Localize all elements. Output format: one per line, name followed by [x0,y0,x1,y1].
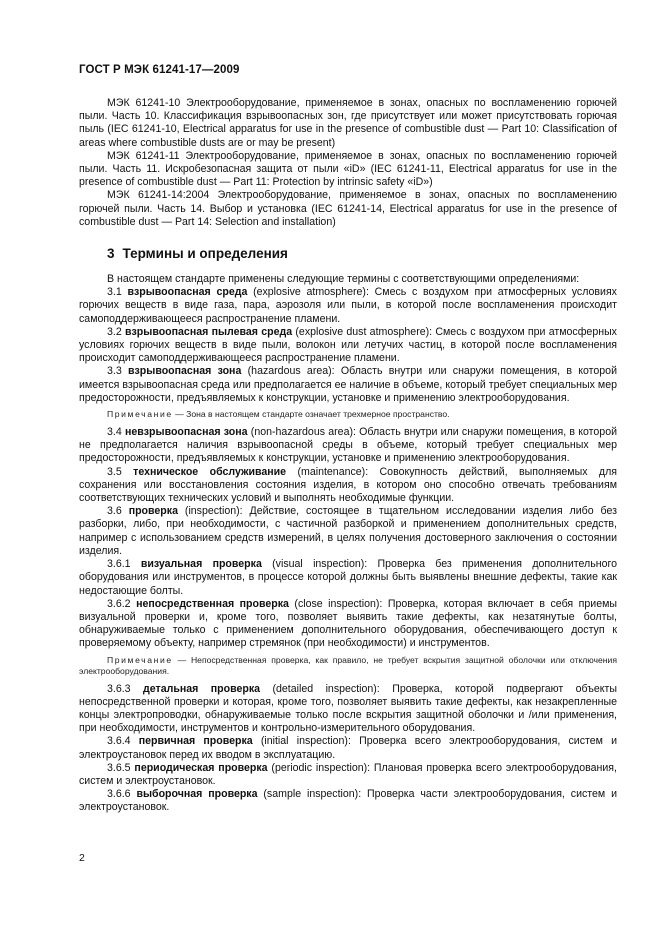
reference-entry: МЭК 61241-10 Электрооборудование, применяемое в зонах, опасных по воспламенению горючей пыли. Часть 10. Классификация взрывоопасных зон, где присутствует или может присутствовать горючая пыль (IEC 61241-10, Electrical apparatus for use in the presence of combustible dust — Part 10: Classification of areas where combustible dusts are or may be present) [79,97,617,149]
term-number: 3.2 [107,325,122,338]
term-definition [79,762,617,788]
note [79,655,617,677]
term-text: (initial inspection): Проверка всего электрооборудования, систем и электроустановок перед их вводом в эксплуатацию. [79,735,618,761]
term-definition [79,788,617,814]
term-name: проверка [128,505,178,518]
reference-entry: МЭК 61241-14:2004 Электрооборудование, применяемое в зонах, опасных по воспламенению горючей пыли. Часть 14. Выбор и установка (IEC 61241-14, Electrical apparatus for use in the presence of combustible dust — Part 14: Selection and installation) [79,189,617,228]
term-definition [79,286,617,326]
term-name: взрывоопасная среда [127,286,248,299]
term-name: выборочная проверка [136,788,258,801]
term-name: взрывоопасная пылевая среда [125,325,293,338]
section-heading [107,246,617,262]
note-label: Примечание [107,409,173,420]
term-definition [79,735,617,761]
note-label: Примечание [107,654,173,665]
term-text: (inspection): Действие, состоящее в тщательном исследовании изделия либо без разборки, либо, при необходимости, с частичной разборкой и применением дополнительных средств, например с использованием средств измерений, в целях получения достоверного заключения о состоянии изделия. [79,505,617,557]
term-number: 3.1 [107,286,122,299]
document-header: ГОСТ Р МЭК 61241-17—2009 [79,64,240,76]
term-name: визуальная проверка [140,558,262,571]
term-definition [79,598,617,651]
term-text: (maintenance): Совокупность действий, выполняемых для сохранения или восстановления состояния изделия, в котором оно способно отвечать требованиям соответствующих технических условий и выполнять необходимые функции. [79,465,617,505]
term-number: 3.6.1 [107,558,131,571]
reference-entry: МЭК 61241-11 Электрооборудование, применяемое в зонах, опасных по воспламенению горючей пыли. Часть 11. Искробезопасная защита от пыли «iD» (IEC 61241-11, Electrical apparatus for use in the presence of combustible dust — Part 11: Protection by intrinsic safety «iD») [79,149,617,189]
section-intro: В настоящем стандарте применены следующие термины с соответствующими определениями: [107,273,580,286]
term-name: периодическая проверка [134,761,268,774]
term-text: (hazardous area): Область внутри или снаружи помещения, в которой имеется взрывоопасная среда или предполагается ее наличие в объеме, который требует специальных мер предосторожности, предъявляемых к конструкции, установке и применению электрооборудования. [79,365,617,404]
section-number: 3 [107,246,115,262]
term-definition [79,426,617,466]
term-definition [79,683,617,736]
term-text: (visual inspection): Проверка без применения дополнительного оборудования или инструментов, в процессе которой должны быть выявлены внешние дефекты, такие как недостающие болты. [79,558,617,597]
term-name: взрывоопасная зона [128,365,242,378]
term-number: 3.3 [107,365,122,378]
term-number: 3.6.2 [107,597,131,610]
note-text: — Непосредственная проверка, как правило, не требует вскрытия защитной оболочки или отключения электрооборудования. [79,654,617,676]
section-title: Термины и определения [122,246,288,262]
term-definition [79,505,617,558]
note-text: — Зона в настоящем стандарте означает трехмерное пространство. [175,409,450,420]
term-number: 3.5 [107,465,122,478]
term-text: (detailed inspection): Проверка, которой подвергают объекты непосредственной проверки и которая, кроме того, позволяет выявить такие дефекты, как незакрепленные концы электропроводки, обнаруживаемые только после вскрытия защитной оболочки и /или применения, при необходимости, инструментов и контрольно-измерительного оборудования. [79,682,618,735]
term-name: непосредственная проверка [136,597,289,610]
term-text: (close inspection): Проверка, которая включает в себя приемы визуальной проверки и, кроме того, позволяет выявить такие дефекты, как незатянутые болты, обнаруживаемые только с применением дополнительного оборудования, обеспечивающего доступ к проверяемому объекту, например стремянок (при необходимости) и инструментов. [79,597,617,650]
term-name: невзрывоопасная зона [124,426,248,439]
term-text: (sample inspection): Проверка части электрооборудования, систем и электроустановок. [79,788,617,814]
term-text: (explosive atmosphere): Смесь с воздухом при атмосферных условиях горючих веществ в виде газа, пара, аэрозоля или пыли, в которой после воспламенения происходит самоподдерживающееся распространение пламени. [79,286,617,325]
term-text: (explosive dust atmosphere): Смесь с воздухом при атмосферных условиях горючих веществ в виде пыли, волокон или летучих частиц, в которой после воспламенения происходит самоподдерживающееся распространение пламени. [79,325,617,365]
term-definition [79,466,617,506]
term-name: детальная проверка [143,682,261,695]
term-number: 3.6.3 [107,682,131,695]
note [79,409,617,420]
term-text: (periodic inspection): Плановая проверка всего электрооборудования, систем и электроустановок. [79,761,617,787]
document-body [79,97,617,815]
term-definition [79,326,617,366]
term-number: 3.6.6 [107,788,131,801]
term-definition [79,558,617,598]
term-definition [79,365,617,405]
term-name: первичная проверка [138,735,253,748]
term-number: 3.6.5 [107,761,131,774]
term-number: 3.4 [107,426,122,439]
term-text: (non-hazardous area): Область внутри или снаружи помещения, в которой не предполагается наличия взрывоопасной среды в объеме, который требует специальных мер предосторожности, предъявляемых к конструкции, установке и применению электрооборудования. [79,426,618,465]
term-number: 3.6.4 [107,735,131,748]
term-number: 3.6 [107,505,122,518]
term-name: техническое обслуживание [133,465,287,478]
page-number: 2 [79,852,85,864]
